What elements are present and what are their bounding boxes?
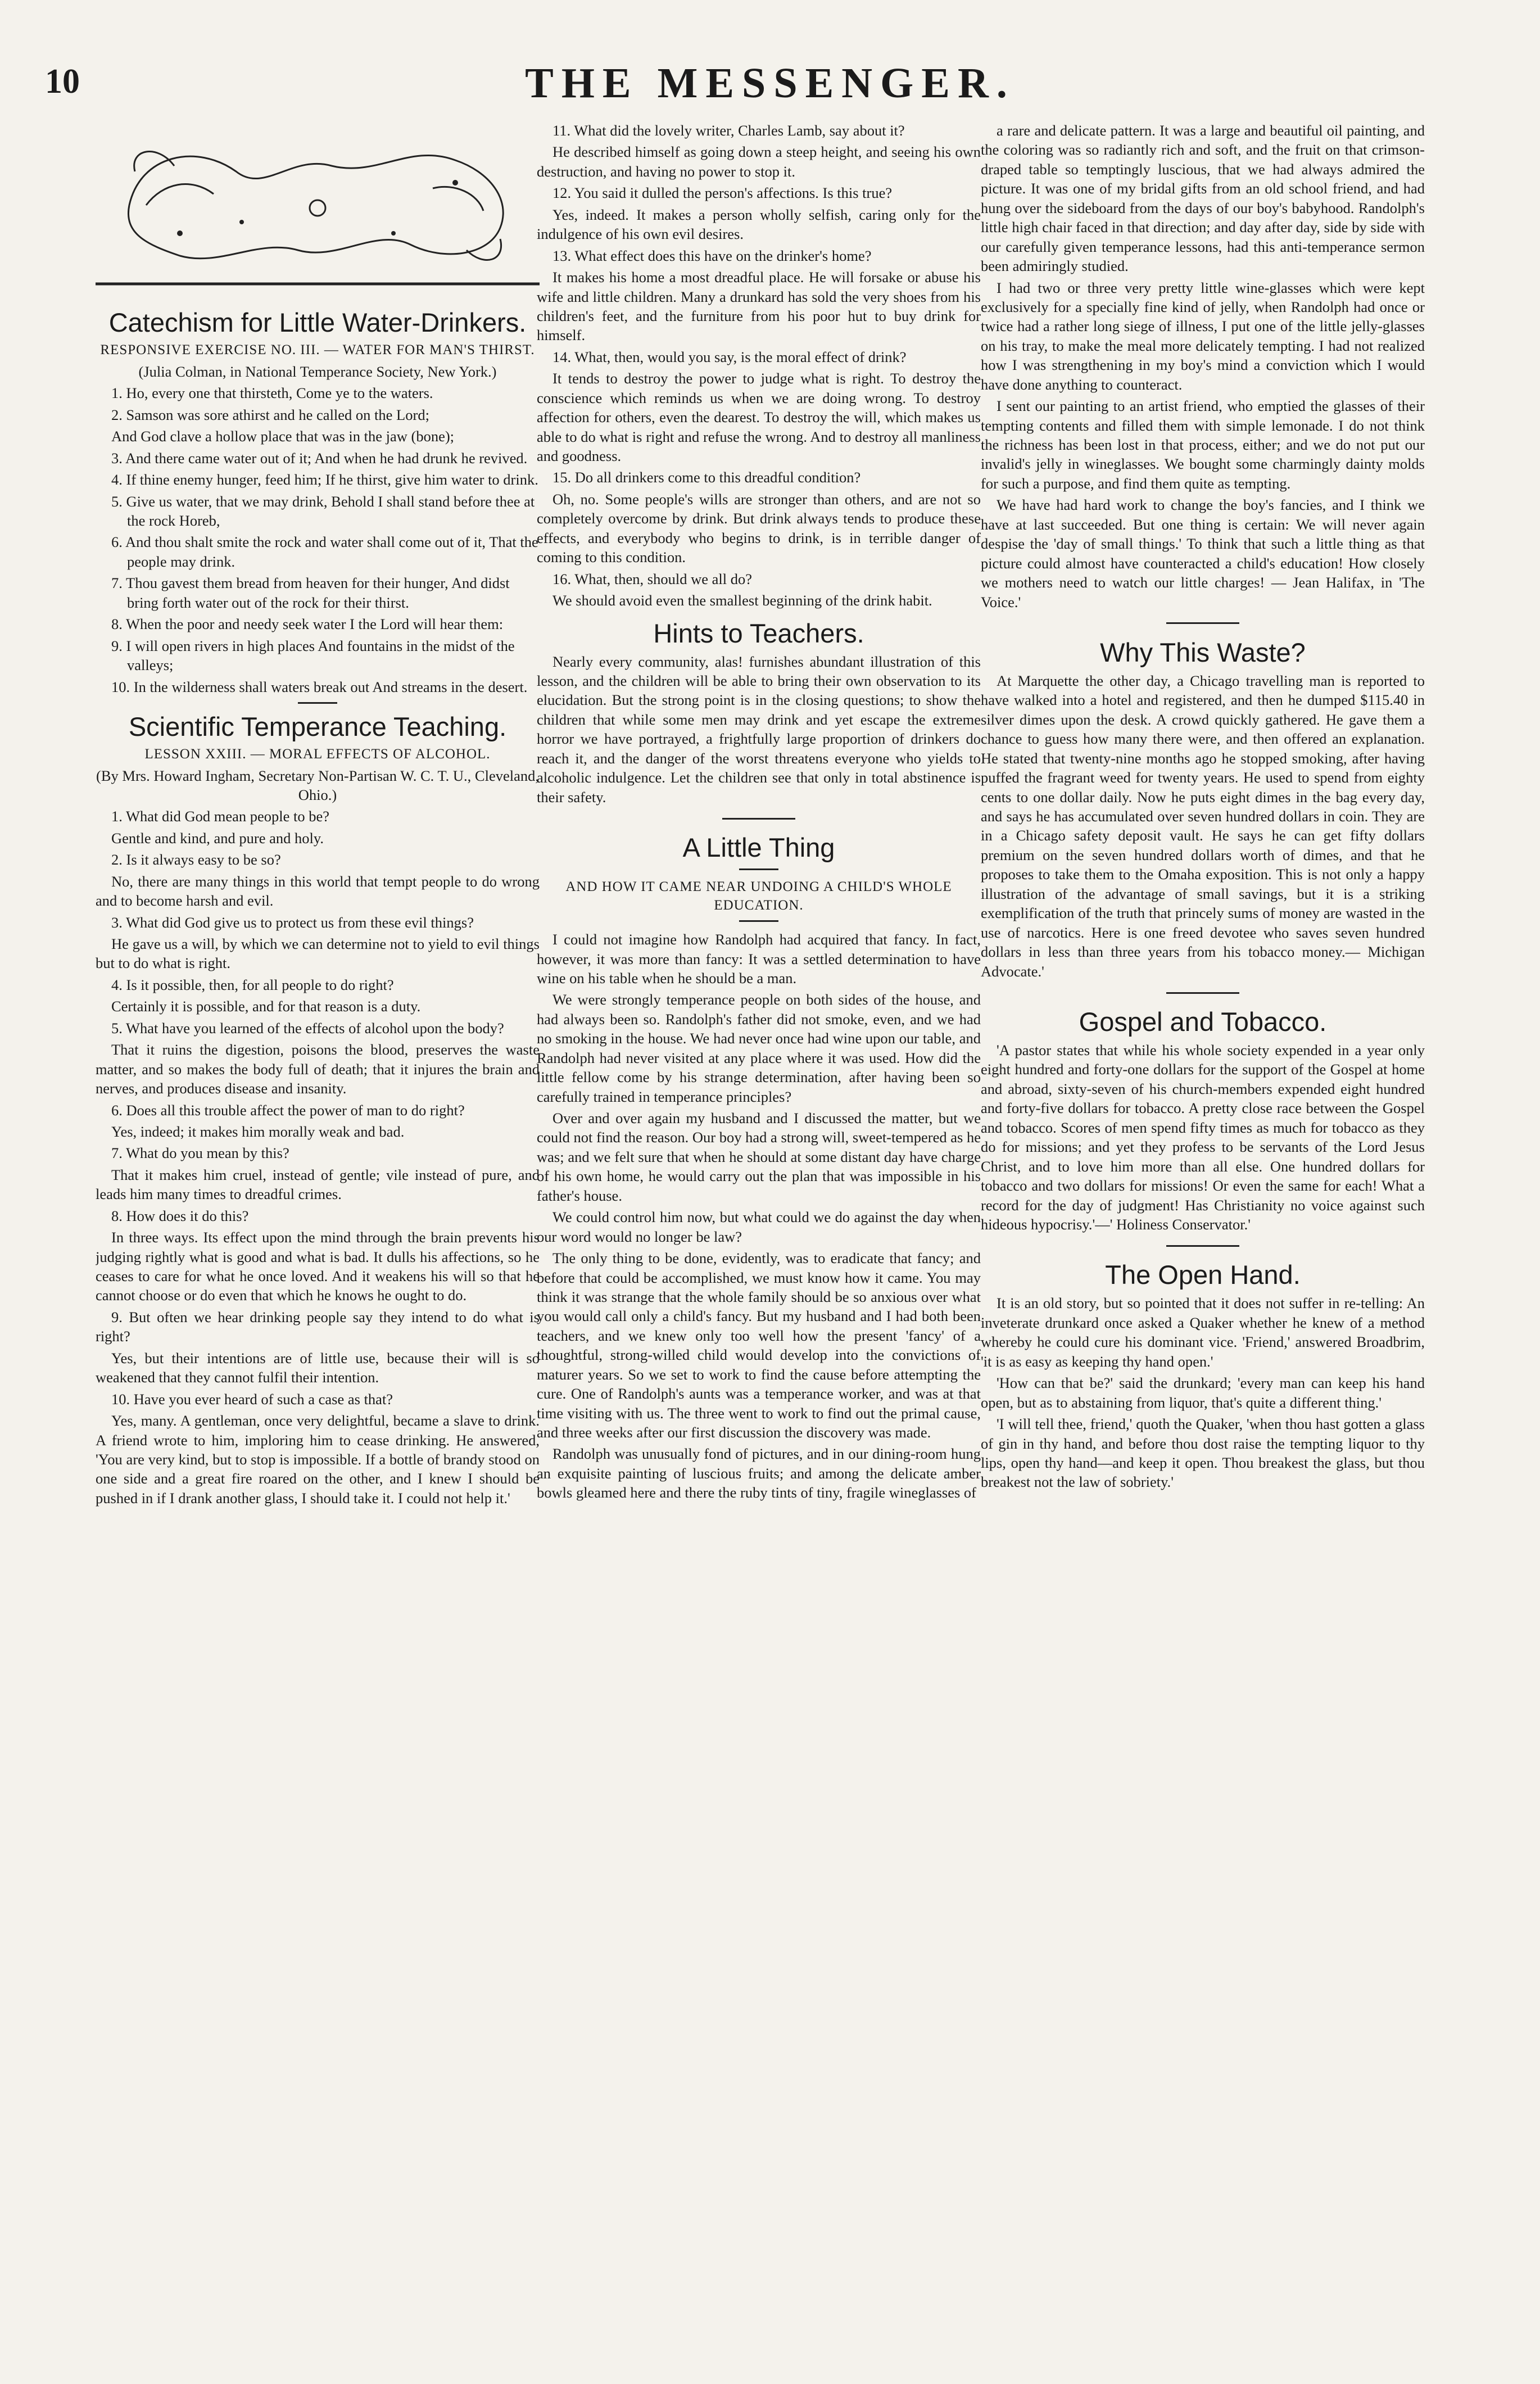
column-3 [981,121,1425,2364]
catechism-line: 3. And there came water out of it; And when he had drunk he revived. [111,449,528,467]
section-divider [739,868,778,870]
paragraph: That it makes him cruel, instead of gentle; vile instead of pure, and leads him many times to dreadful crimes. [96,1166,540,1203]
paragraph: He described himself as going down a steep height, and seeing his own destruction, and having no power to stop it. [537,143,981,180]
paragraph: No, there are many things in this world that tempt people to do wrong and to become harsh and evil. [96,872,540,910]
paragraph: It is an old story, but so pointed that it does not suffer in re-telling: An inveterate drunkard once asked a Quaker whether he knew of a method whereby he could cure his dominant vice. 'Friend,' answered Broadbrim, 'it is as easy as keeping thy hand open.' [981,1295,1425,1370]
paragraph: 9. But often we hear drinking people say they intend to do what is right? [96,1308,540,1345]
paragraph: In three ways. Its effect upon the mind through the brain prevents his judging rightly what is good and what is bad. It dulls his affections, so he ceases to care for what he once loved. And it weakens his will so that he cannot choose or do even that which he knows he ought to do. [96,1229,540,1304]
paragraph: It tends to destroy the power to judge what is right. To destroy the conscience which reminds us when we are doing wrong. To destroy affection for others, even the dearest. To destroy the will, which makes us able to do what is right and refuse the wrong. And to destroy all manliness and goodness. [537,370,981,464]
catechism-title: Catechism for Little Water-Drinkers. [108,307,527,338]
catechism-line: 5. Give us water, that we may drink, Behold I shall stand before thee at the rock Horeb, [111,492,535,530]
paragraph: Gentle and kind, and pure and holy. [111,829,324,847]
paragraph: 'A pastor states that while his whole society expended in a year only eight hundred and forty-one dollars for the support of the Gospel at home and abroad, sixty-seven of his church-members expended eight hundred and forty-five dollars for tobacco. A pretty close race between the Gospel and tobacco. Scores of men spend fifty times as much for tobacco as they do for missions; and yet they profess to be servants of the Lord Jesus Christ, and to love him more than all else. One hundred dollars for tobacco and two dollars for missions! Or even the same for each! What a record for the day of judgment! Has Christianity no voice against such hideous hypocrisy.'—' Holiness Conservator.' [981,1042,1425,1233]
temperance-scroll-ornament-icon [96,121,540,289]
paragraph: That it ruins the digestion, poisons the blood, preserves the waste matter, and so makes the body full of death; that it injures the brain and nerves, and produces disease and insanity. [96,1041,540,1097]
paragraph: 16. What, then, should we all do? [552,570,752,587]
catechism-line: 9. I will open rivers in high places And fountains in the midst of the valleys; [111,637,515,674]
section-divider [298,702,337,704]
section-divider [981,1237,1425,1252]
paragraph: 1. What did God mean people to be? [111,808,330,825]
catechism-line: 1. Ho, every one that thirsteth, Come ye to the waters. [111,384,433,402]
open-hand-title: The Open Hand. [1105,1260,1301,1290]
paragraph: 3. What did God give us to protect us from these evil things? [111,913,474,931]
paragraph: We should avoid even the smallest beginning of the drink habit. [552,592,932,609]
paragraph: Yes, many. A gentleman, once very delightful, became a slave to drink. A friend wrote to him, imploring him to cease drinking. He answered, 'You are very kind, but to stop is impossible. If a bottle of brandy stood on one side and a great fire roared on the other, and I knew I should be pushed in if I drank another glass, I should take it. I could not help it.' [96,1412,540,1507]
catechism-line: 4. If thine enemy hunger, feed him; If he thirst, give him water to drink. [111,471,538,488]
section-divider [981,984,1425,999]
catechism-subtitle: RESPONSIVE EXERCISE NO. III. — WATER FOR MAN'S THIRST. [100,342,535,358]
section-divider [739,920,778,922]
catechism-line: 6. And thou shalt smite the rock and water shall come out of it, That the people may drink. [111,533,538,570]
why-this-waste-title: Why This Waste? [1100,637,1306,667]
paragraph: I sent our painting to an artist friend, who emptied the glasses of their tempting contents and filled them with simple lemonade. I do not think the richness has been lost in that process, either; and we do not put our invalid's jelly in wineglasses. We bought some charmingly dainty molds for such a purpose, and find them quite as tempting. [981,397,1425,492]
paragraph: At Marquette the other day, a Chicago travelling man is reported to have walked into a hotel and registered, and then he dumped $115.40 in silver dimes upon the desk. A crowd quickly gathered. He gave them a chance to guess how many there were, and then offered an explanation. He stated that twenty-nine months ago he stopped smoking, after having puffed the fragrant weed for twenty years. He used to spend from eighty cents to one dollar daily. Now he puts eight dimes in the bag every day, and says he has accumulated over seven hundred dollars in coin. They are in a Chicago safety deposit vault. He says he can get fifty dollars premium on the seven hundred dollars worth of dimes, and that he proposes to take them to the Omaha exposition. This is not only a happy illustration of the advantage of small savings, but it is a striking exemplification of the truth that princely sums of money are wasted in the use of narcotics. Here is one freed devotee who saves seven hundred dollars in less than three years from his tobacco money.— Michigan Advocate.' [981,672,1425,980]
paragraph: The only thing to be done, evidently, was to eradicate that fancy; and before that could be accomplished, we must know how it came. You may think it was strange that the whole family should be so anxious over what you would call only a child's fancy. But my husband and I had both been teachers, and we knew only too well how the present 'fancy' of a thoughtful, strong-willed child would develop into the convictions of maturer years. So we set to work to find the cause before attempting the cure. One of Randolph's aunts was a temperance worker, and was at that time visiting with us. The three went to work to find out the primal cause, and three weeks after our first discussion the discovery was made. [537,1250,981,1441]
gospel-tobacco-title: Gospel and Tobacco. [1079,1006,1327,1037]
paragraph: 'How can that be?' said the drunkard; 'every man can keep his hand open, but as to abstaining from liquor, that's quite a different thing.' [981,1374,1425,1411]
paragraph: Yes, indeed. It makes a person wholly selfish, caring only for the indulgence of his own evil desires. [537,206,981,243]
little-thing-title: A Little Thing [682,833,835,863]
catechism-line: 10. In the wilderness shall waters break out And streams in the desert. [111,678,528,695]
paragraph: 14. What, then, would you say, is the moral effect of drink? [552,348,907,365]
paragraph: We have had hard work to change the boy's fancies, and I think we have at last succeeded. But one thing is certain: We will never again despise the 'day of small things.' To think that such a little thing as that picture could almost have counteracted a child's education! How closely we mothers need to watch our little charges! — Jean Halifax, in 'The Voice.' [981,496,1425,610]
paragraph: 13. What effect does this have on the drinker's home? [552,247,872,264]
scientific-title: Scientific Temperance Teaching. [128,711,507,741]
column-1 [96,121,540,2364]
paragraph: a rare and delicate pattern. It was a large and beautiful oil painting, and the coloring was so radiantly rich and soft, and the fruit on that crimson-draped table so temptingly luscious, that we had always admired the picture. It was one of my bridal gifts from an old school friend, and had hung over the sideboard from the days of our boy's babyhood. Randolph's little high chair faced in that direction; and day after day, side by side with our carefully given temperance lessons, had this anti-temperance sermon been admiringly studied. [981,122,1425,275]
little-thing-subtitle: AND HOW IT CAME NEAR UNDOING A CHILD'S WHOLE EDUCATION. [565,879,952,913]
paragraph: Over and over again my husband and I discussed the matter, but we could not find the reason. Our boy had a strong will, sweet-tempered as he was; and we felt sure that when he should at some distant day have charge of his own home, he would carry out the plan that was impossible in his father's house. [537,1110,981,1204]
scientific-body [96,807,540,1508]
paragraph: 4. Is it possible, then, for all people to do right? [111,976,394,993]
scientific-continued [537,121,981,610]
paragraph: Yes, indeed; it makes him morally weak and bad. [111,1123,405,1140]
paragraph: Certainly it is possible, and for that reason is a duty. [111,998,421,1015]
little-thing-continued [981,121,1425,612]
section-divider [537,810,981,825]
paragraph: 'I will tell thee, friend,' quoth the Quaker, 'when thou hast gotten a glass of gin in thy hand, and before thou dost raise the tempting liquor to thy lips, open thy hand—and keep it open. Thou breakest the glass, but thou breakest not the law of sobriety.' [981,1415,1425,1491]
section-divider [981,615,1425,630]
catechism-line: 2. Samson was sore athirst and he called on the Lord; [111,406,429,423]
paragraph: 15. Do all drinkers come to this dreadful condition? [552,469,861,486]
hints-title: Hints to Teachers. [653,618,864,648]
paragraph: Randolph was unusually fond of pictures, and in our dining-room hung an exquisite painting of luscious fruits; and among the delicate amber bowls gleamed here and there the ruby tints of tiny, fragile wineglasses of [537,1445,981,1501]
catechism-byline: (Julia Colman, in National Temperance Society, New York.) [138,363,497,380]
paragraph: It makes his home a most dreadful place. He will forsake or abuse his wife and little children. Many a drunkard has sold the very shoes from his children's feet, and the furniture from his poor hut to buy drink for himself. [537,269,981,344]
masthead-title: THE MESSENGER. [525,60,1015,107]
paragraph: 10. Have you ever heard of such a case as that? [111,1390,393,1408]
paragraph: 8. How does it do this? [111,1207,249,1224]
paragraph: Nearly every community, alas! furnishes abundant illustration of this lesson, and the children will be able to bring their own observation to its elucidation. But the strong point is in the closing questions; to show the children that while some men may drink and yet escape the extreme horror we have portrayed, a frightfully large proportion of drinkers do reach it, and the danger of the worst threatens everyone who yields to alcoholic indulgence. Let the children see that only in total abstinence is their safety. [537,653,981,806]
scientific-subtitle: LESSON XXIII. — MORAL EFFECTS OF ALCOHOL. [144,747,491,762]
little-thing-body [537,930,981,1503]
paragraph: We could control him now, but what could we do against the day when our word would no longer be law? [537,1209,981,1245]
paragraph: I could not imagine how Randolph had acquired that fancy. In fact, however, it was more than fancy: It was a settled determination to have wine on his table when he should be a man. [537,931,981,987]
paragraph: He gave us a will, by which we can determine not to yield to evil things but to do what is right. [96,935,540,972]
paragraph: Yes, but their intentions are of little use, because their will is so weakened that they cannot fulfil their intention. [96,1349,540,1386]
catechism-line: 7. Thou gavest them bread from heaven for their hunger, And didst bring forth water out of the rock for their thirst. [111,574,510,611]
paragraph: 12. You said it dulled the person's affections. Is this true? [552,184,893,202]
paragraph: We were strongly temperance people on both sides of the house, and had always been so. Randolph's father did not smoke, even, and we had no smoking in the house. We had never once had wine upon our table, and Randolph had never visited at any place where it was used. How did the little fellow come by his strange determination, after having been so carefully trained in temperance principles? [537,991,981,1105]
catechism-lines [96,383,540,696]
scientific-byline: (By Mrs. Howard Ingham, Secretary Non-Partisan W. C. T. U., Cleveland, Ohio.) [96,767,539,803]
paragraph: I had two or three very pretty little wine-glasses which were kept exclusively for a specially fine kind of jelly, when Randolph had once or twice had a rather long siege of illness, I put one of the little jelly-glasses on his tray, to make the meal more delicately tempting. I had not realized how I was strengthening in my boy's mind a conviction which I would have done anything to counteract. [981,279,1425,393]
paragraph: 11. What did the lovely writer, Charles Lamb, say about it? [552,122,905,139]
paragraph: 2. Is it always easy to be so? [111,851,281,868]
column-2 [537,121,981,2364]
paragraph: 6. Does all this trouble affect the power of man to do right? [111,1101,465,1119]
catechism-line: 8. When the poor and needy seek water I the Lord will hear them: [111,616,504,633]
paragraph: 5. What have you learned of the effects of alcohol upon the body? [111,1019,504,1037]
page-number: 10 [45,62,80,101]
catechism-line: And God clave a hollow place that was in the jaw (bone); [111,428,455,445]
paragraph: Oh, no. Some people's wills are stronger than others, and are not so completely overcome by drink. But drink always tends to produce these effects, and everybody who begins to drink, is in terrible danger of coming to this condition. [537,490,981,566]
paragraph: 7. What do you mean by this? [111,1144,289,1162]
